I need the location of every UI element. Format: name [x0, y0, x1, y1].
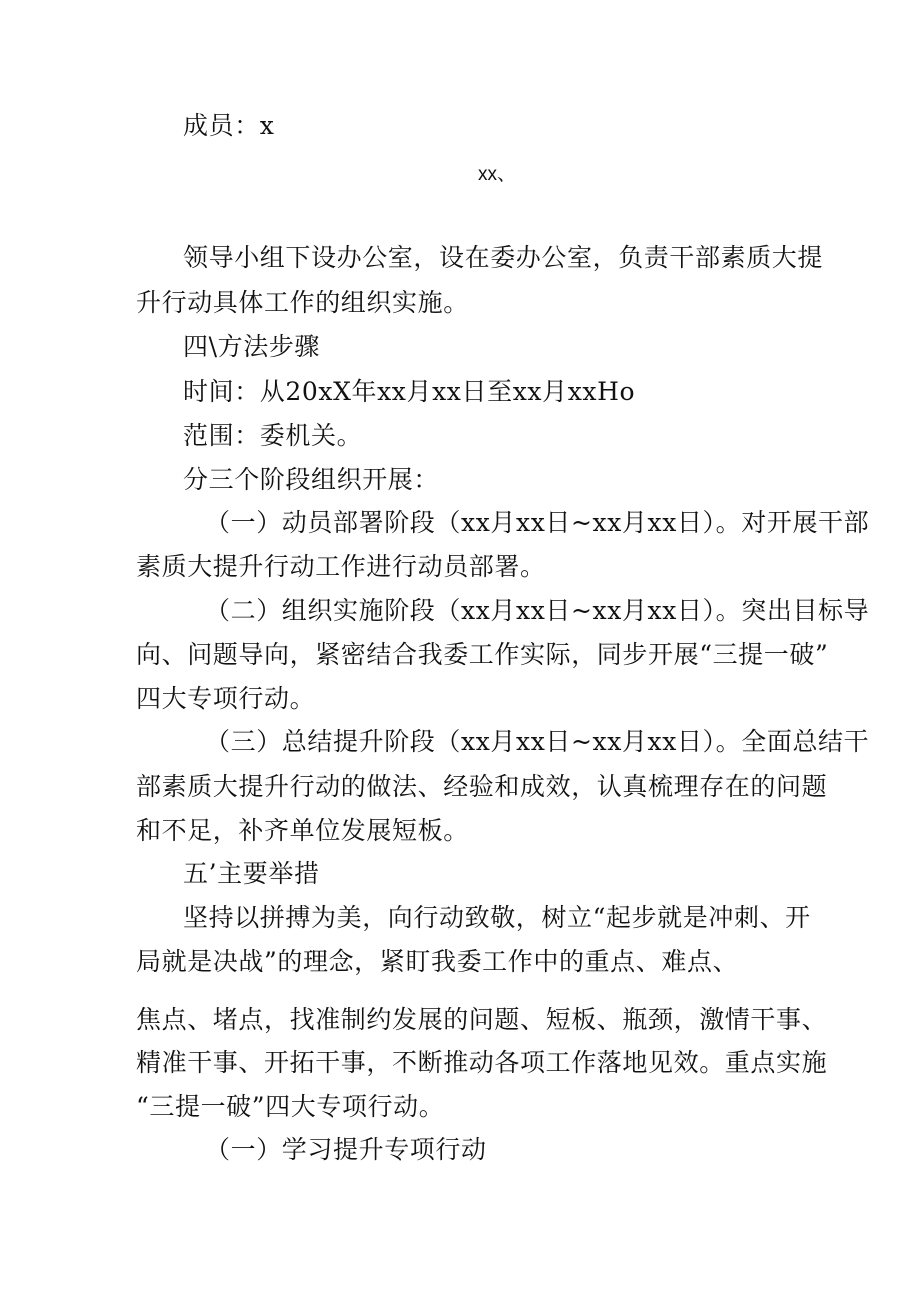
paragraph-line: 领导小组下设办公室，设在委办公室，负责干部素质大提 — [183, 243, 824, 272]
time-line: 时间：从20xX年xx月xx日至xx月xxHo — [183, 377, 636, 406]
scope-line: 范围：委机关。 — [183, 421, 363, 450]
paragraph-line: 精准干事、开拓干事，不断推动各项工作落地见效。重点实施 — [136, 1048, 828, 1077]
paragraph-line: 向、问题导向，紧密结合我委工作实际，同步开展“三提一破” — [136, 640, 829, 669]
paragraph-line: 局就是决战”的理念，紧盯我委工作中的重点、难点、 — [136, 947, 739, 976]
members-line: 成员：x — [183, 111, 275, 140]
stage-two-line: （二）组织实施阶段（xx月xx日~xx月xx日）。突出目标导 — [205, 596, 870, 625]
paragraph-line: 四大专项行动。 — [136, 684, 316, 713]
members-continuation: xx、 — [478, 164, 517, 185]
paragraph-line: 升行动具体工作的组织实施。 — [136, 288, 469, 317]
paragraph-line: 素质大提升行动工作进行动员部署。 — [136, 552, 546, 581]
section-heading-methods: 四\方法步骤 — [183, 332, 321, 361]
paragraph-line: 和不足，补齐单位发展短板。 — [136, 816, 469, 845]
paragraph-line: 部素质大提升行动的做法、经验和成效，认真梳理存在的问题 — [136, 772, 828, 801]
paragraph-line: “三提一破”四大专项行动。 — [136, 1092, 445, 1121]
section-heading-measures: 五’主要举措 — [183, 859, 320, 888]
paragraph-line: 焦点、堵点，找准制约发展的问题、短板、瓶颈，激情干事、 — [136, 1005, 828, 1034]
stage-three-line: （三）总结提升阶段（xx月xx日~xx月xx日）。全面总结干 — [205, 727, 870, 756]
subsection-heading: （一）学习提升专项行动 — [205, 1135, 487, 1164]
stage-one-line: （一）动员部署阶段（xx月xx日~xx月xx日）。对开展干部 — [205, 508, 870, 537]
paragraph-line: 坚持以拼搏为美，向行动致敬，树立“起步就是冲刺、开 — [183, 903, 811, 932]
stages-intro-line: 分三个阶段组织开展： — [183, 465, 440, 494]
